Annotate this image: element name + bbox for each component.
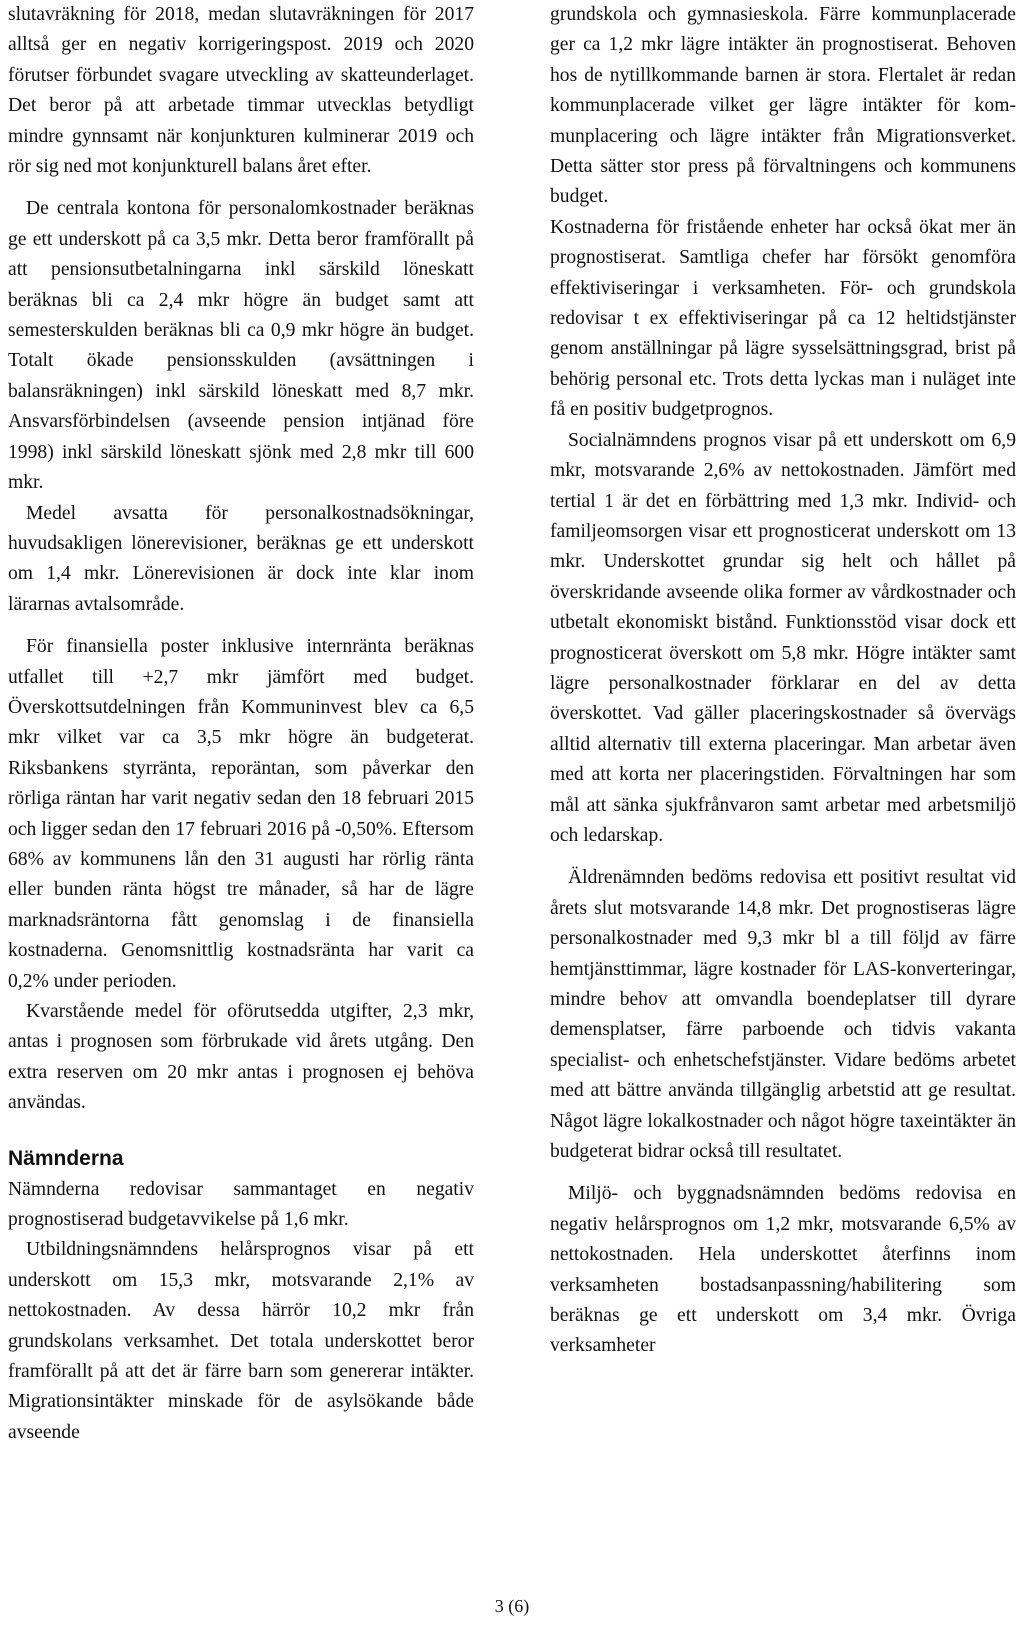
page-number: 3 (6) [494,1596,530,1616]
paragraph-education-continued: grundskola och gymnasieskola. Färre kommunplacerade ger ca 1,2 mkr lägre intäkter än prognostiserat. Behoven hos de nytillkommande barnen är stora. Flertalet är redan kommunplacerade vilket ger lägre intäkter för kommunplacering och lägre intäkter från Migrationsverket. Detta sätter stor press på förvaltningens och kommunens budget. [550,4,1016,208]
section-heading-namnderna: Nämnderna [8,1146,124,1170]
paragraph-unforeseen-expenses: Kvarstående medel för oförutsedda utgifter, 2,3 mkr, antas i prognosen som förbrukade vid årets utgång. Den extra reserven om 20 mkr antas i prognosen ej behöva användas. [8,1001,474,1114]
paragraph-salary-revisions: Medel avsatta för personalkostnadsökningar, huvudsakligen lönerevisioner, beräknas ge ett underskott om 1,4 mkr. Lönerevisionen är dock inte klar inom lärarnas avtalsområde. [8,502,474,615]
paragraph-education-committee: Utbildningsnämndens helårsprognos visar på ett underskott om 15,3 mkr, motsvarande 2,1% av nettokostnaden. Av dessa härrör 10,2 mkr från grundskolans verksamhet. Det totala underskottet beror framförallt på att det är färre barn som genererar intäkter. Migrationsintäkter minskade för de asylsökande både avseende [8,1239,474,1443]
paragraph-independent-units: Kostnaderna för fristående enheter har också ökat mer än prognostiserat. Samtliga chefer har försökt genomföra effektiviseringar i verksamheten. För- och grundskola redovisar t ex effektiviseringar på ca 12 heltidstjänster genom anställningar på lägre sysselsättningsgrad, brist på behörig personal etc. Trots detta lyckas man i nuläget inte få en positiv budgetprognos. [550,216,1016,421]
right-column [550,0,1016,1362]
left-column [8,0,474,1448]
paragraph-social-committee: Socialnämndens prognos visar på ett underskott om 6,9 mkr, motsvarande 2,6% av nettokostnaden. Jämfört med tertial 1 är det en förbättring med 1,3 mkr. Individ- och familjeomsorgen visar ett prognosticerat underskott om 13 mkr. Underskottet grundar sig helt och hållet på överskridande avseende olika former av vårdkostnader och utbetalt ekonomiskt bistånd. Funktionsstöd visar dock ett prognosticerat överskott om 5,8 mkr. Högre intäkter samt lägre personalkostnader förklarar en del av detta överskottet. Vad gäller placeringskostnader så övervägs alltid alternativ till externa placeringar. Man arbetar även med att korta ner placeringstiden. Förvaltningen har som mål att sänka sjukfrånvaron samt arbetar med arbetsmiljö och ledarskap. [550,429,1016,846]
paragraph-financial-items: För finansiella poster inklusive internränta beräknas utfallet till +2,7 mkr jämfört med budget. Överskottsutdelningen från Kommuninvest blev ca 6,5 mkr vilket var ca 3,5 mkr högre än budgeterat. Riksbankens styrränta, reporäntan, som påverkar den rörliga räntan har varit negativ sedan den 18 februari 2015 och ligger sedan den 17 februari 2016 på -0,50%. Eftersom 68% av kommunens lån den 31 augusti har rörlig ränta eller bunden ränta högst tre månader, så har de lägre marknadsräntorna fått genomslag i de finansiella kostnaderna. Genomsnittlig kostnadsränta har varit ca 0,2% under perioden. [8,636,474,992]
paragraph-tax-settlement: slutavräkning för 2018, medan slutavräkningen för 2017 alltså ger en negativ korrigeringspost. 2019 och 2020 förutser förbundet svagare utveckling av skatteunderlaget. Det beror på att arbetade timmar utvecklas betydligt mindre gynnsamt när konjunkturen kulminerar 2019 och rör sig ned mot konjunkturell balans året efter. [8,4,474,178]
paragraph-committees-summary: Nämnderna redovisar sammantaget en negativ prognostiserad budgetavvikelse på 1,6 mkr. [8,1178,474,1231]
paragraph-elderly-committee: Äldrenämnden bedöms redovisa ett positivt resultat vid årets slut motsvarande 14,8 mkr. Det prognostiseras lägre personalkostnader med 9,3 mkr bl a till följd av färre hemtjänsttimmar, lägre kostnader för LAS-konverteringar, mindre behov att omvandla boendeplatser till dyrare demensplatser, färre parboende och tidvis vakanta specialist- och enhetschefstjänster. Vidare bedöms arbetet med att bättre använda tillgänglig arbetstid att ge resultat. Något lägre lokalkostnader och något högre taxeintäkter än budgeterat bidrar också till resultatet. [550,867,1016,1163]
paragraph-personnel-costs: De centrala kontona för personalomkostnader beräknas ge ett underskott på ca 3,5 mkr. Detta beror framförallt på att pensionsutbetalningarna inkl särskild löneskatt beräknas bli ca 2,4 mkr högre än budget samt att semesterskulden beräknas bli ca 0,9 mkr högre än budget. Totalt ökade pensionsskulden (avsättningen i balansräkningen) inkl särskild löneskatt med 8,7 mkr. Ansvarsförbindelsen (avseende pension intjänad före 1998) inkl särskild löneskatt sjönk med 2,8 mkr till 600 mkr. [8,198,474,494]
paragraph-environment-committee: Miljö- och byggnadsnämnden bedöms redovisa en negativ helårsprognos om 1,2 mkr, motsvarande 6,5% av nettokostnaden. Hela underskottet återfinns inom verksamheten bostadsanpassning/habilitering som beräknas ge ett underskott om 3,4 mkr. Övriga verksamheter [550,1183,1016,1357]
